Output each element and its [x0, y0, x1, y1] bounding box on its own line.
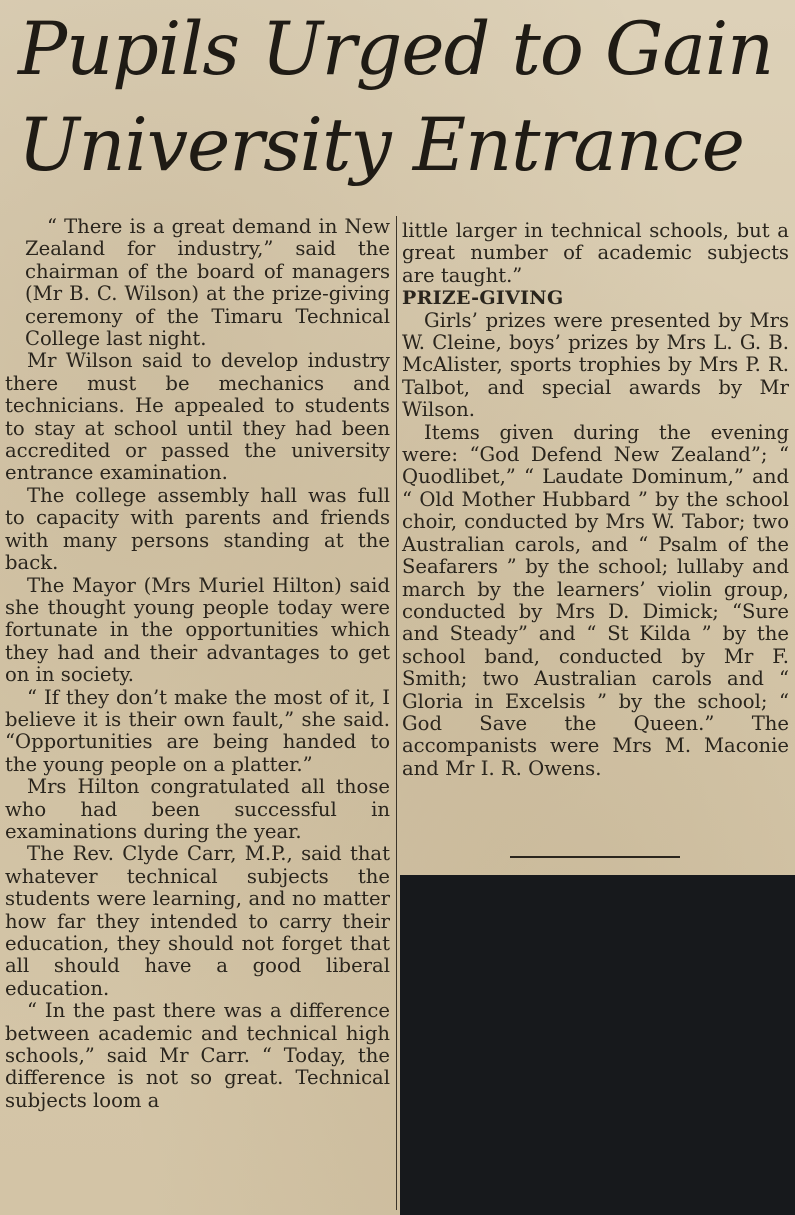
- continued-paragraph: little larger in technical schools, but a great number of academic subjects are taught.”: [402, 219, 789, 287]
- article-paragraph: The Rev. Clyde Carr, M.P., said that whatever technical subjects the students were learning, and no matter how far they intended to carry their education, they should not forget that all should have a good liberal education.: [5, 842, 390, 1000]
- article-paragraph: The Mayor (Mrs Muriel Hilton) said she thought young people today were fortunate in the opportunities which they had and their advantages to get on in society.: [5, 573, 390, 687]
- right-column: [402, 220, 789, 780]
- headline-line-2: University Entrance: [18, 103, 744, 188]
- article-paragraph: “ In the past there was a difference between academic and technical high schools,” said Mr Carr. “ Today, the difference is not so great. Technical subjects loom a: [5, 999, 390, 1112]
- subheading: PRIZE-GIVING: [402, 287, 564, 310]
- article-paragraph: The college assembly hall was full to capacity with parents and friends with many persons standing at the back.: [5, 483, 390, 575]
- article-paragraph: “ If they don’t make the most of it, I believe it is their own fault,” she said. “Opportunities are being handed to the young people on a platter.”: [5, 685, 390, 776]
- column-divider: [396, 216, 397, 1210]
- article-paragraph: Mr Wilson said to develop industry there must be mechanics and technicians. He appealed to students to stay at school until they had been accredited or passed the university entrance examination.: [5, 349, 390, 485]
- lead-paragraph: “ There is a great demand in New Zealand for industry,” said the chairman of the board of managers (Mr B. C. Wilson) at the prize-giving ceremony of the Timaru Technical College last night.: [25, 215, 390, 351]
- headline-line-1: Pupils Urged to Gain: [18, 7, 774, 92]
- article-paragraph: Mrs Hilton congratulated all those who had been successful in examinations during the year.: [5, 775, 390, 843]
- left-column: [5, 216, 390, 1112]
- dark-backing-area: [400, 875, 795, 1215]
- article-end-rule: [510, 856, 680, 858]
- article-paragraph: Items given during the evening were: “God Defend New Zealand”; “ Quodlibet,” “ Laudate Dominum,” and “ Old Mother Hubbard ” by the school choir, conducted by Mrs W. Tabor; two Australian carols, and “ Psalm of the Seafarers ” by the school; lullaby and march by the learners’ violin group, conducted by Mrs D. Dimick; “Sure and Steady” and “ St Kilda ” by the school band, conducted by Mr F. Smith; two Australian carols and “ Gloria in Excelsis ” by the school; “ God Save the Queen.” The accompanists were Mrs M. Maconie and Mr I. R. Owens.: [402, 420, 789, 780]
- article-paragraph: Girls’ prizes were presented by Mrs W. Cleine, boys’ prizes by Mrs L. G. B. McAlister, sports trophies by Mrs P. R. Talbot, and special awards by Mr Wilson.: [402, 308, 789, 422]
- headline: [18, 2, 788, 194]
